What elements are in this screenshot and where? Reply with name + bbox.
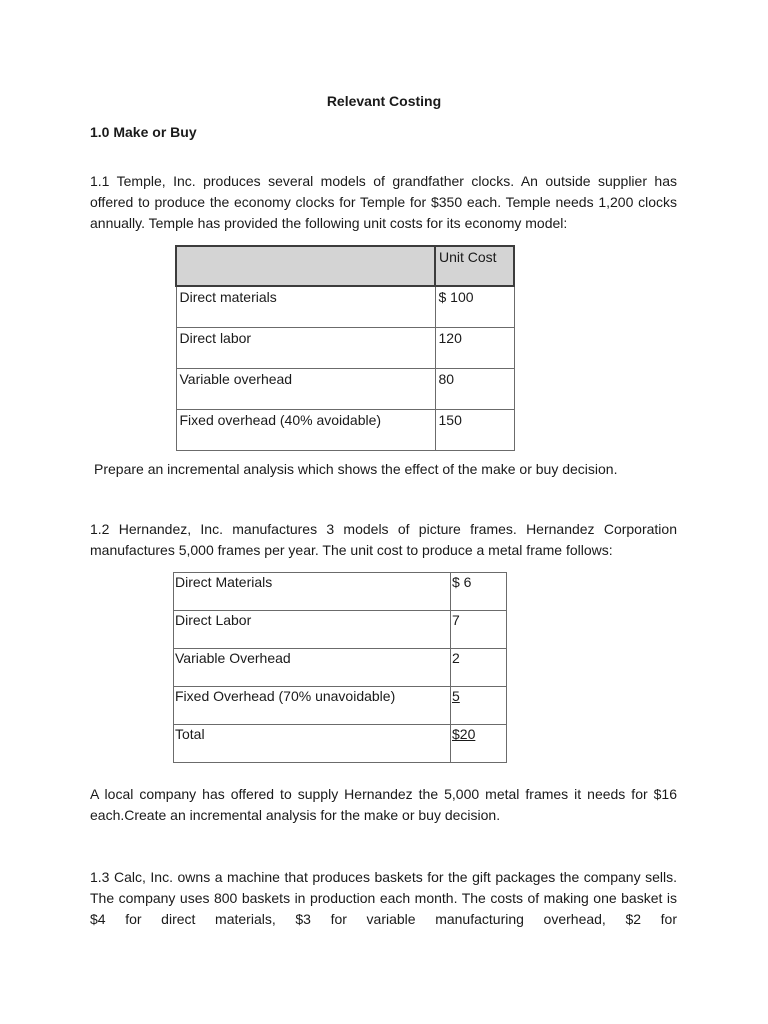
header-cell-unit-cost: Unit Cost [435,246,514,286]
row-label: Direct Labor [174,611,451,649]
row-label: Direct materials [176,286,435,328]
row-value: 80 [435,369,514,410]
section-heading: 1.0 Make or Buy [90,124,197,140]
row-label: Direct Materials [174,573,451,611]
problem-1-2-task: A local company has offered to supply Hernandez the 5,000 metal frames it needs for $16 each.Create an incremental analysis for the make or buy decision. [90,786,677,823]
row-value: $ 6 [451,573,507,611]
row-value: 150 [435,410,514,451]
problem-1-3-text: 1.3 Calc, Inc. owns a machine that produces baskets for the gift packages the company sells. The company uses 800 baskets in production each month. The costs of making one basket is $4 for direct materials, $3 for variable manufacturing overhead, $2 for [90,869,677,927]
table-row [176,410,514,451]
row-value: 7 [451,611,507,649]
page-title: Relevant Costing [326,93,442,109]
table-row [174,649,507,687]
table-row [174,687,507,725]
row-value: 120 [435,328,514,369]
row-value: 2 [451,649,507,687]
row-value: $ 100 [435,286,514,328]
row-label: Total [174,725,451,763]
row-label: Fixed Overhead (70% unavoidable) [174,687,451,725]
table-header-row [176,246,514,286]
row-value [451,725,507,763]
header-cell-blank [176,246,435,286]
problem-1-2-text: 1.2 Hernandez, Inc. manufactures 3 models of picture frames. Hernandez Corporation manufactures 5,000 frames per year. The unit cost to produce a metal frame follows: [90,521,677,558]
row-label: Variable overhead [176,369,435,410]
problem-1-1-text: 1.1 Temple, Inc. produces several models of grandfather clocks. An outside supplier has offered to produce the economy clocks for Temple for $350 each. Temple needs 1,200 clocks annually. Temple has provided the following unit costs for its economy model: [90,173,677,231]
table-row [176,286,514,328]
row-label: Variable Overhead [174,649,451,687]
row-value [451,687,507,725]
row-label: Direct labor [176,328,435,369]
table-row [176,328,514,369]
table-row [174,725,507,763]
table-row [174,611,507,649]
problem-1-1-task: Prepare an incremental analysis which shows the effect of the make or buy decision. [94,461,618,477]
unit-cost-table [175,245,515,451]
table-row [174,573,507,611]
table-row [176,369,514,410]
underlined-total: $20 [452,726,476,742]
underlined-value: 5 [452,688,460,704]
metal-frame-cost-table [173,572,507,763]
row-label: Fixed overhead (40% avoidable) [176,410,435,451]
